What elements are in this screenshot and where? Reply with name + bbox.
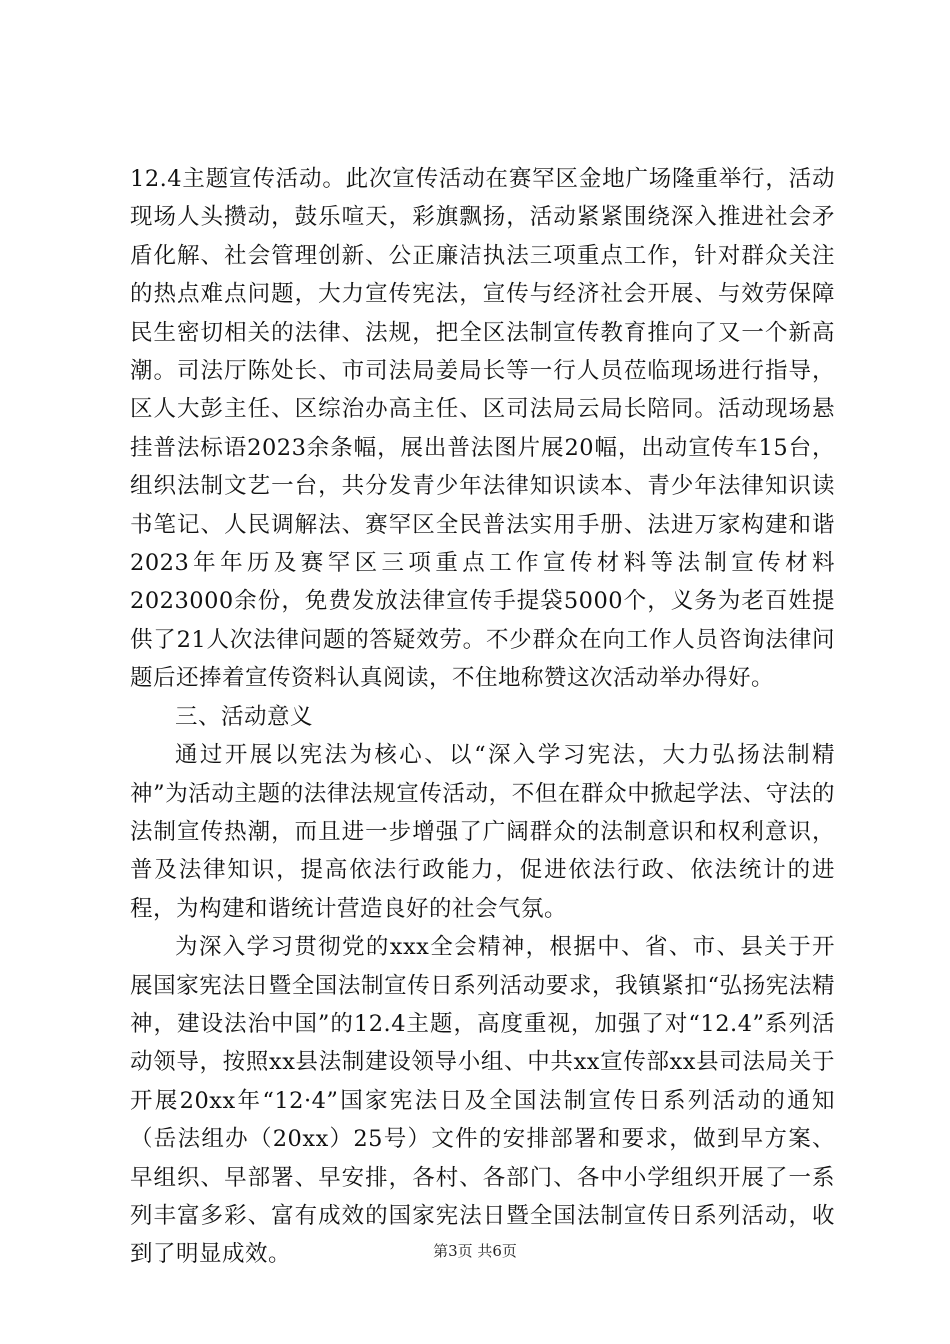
section-heading-significance: 三、活动意义 bbox=[175, 703, 314, 730]
paragraph-significance: 通过开展以宪法为核心、以“深入学习宪法，大力弘扬法制精神”为活动主题的法律法规宣传活动，不但在群众中掀起学法、守法的法制宣传热潮，而且进一步增强了广阔群众的法制意识和权利意识，普及法律知识，提高依法行政能力，促进依法行政、依法统计的进程，为构建和谐统计营造良好的社会气氛。 bbox=[130, 742, 835, 922]
page-footer: 第3页 共6页 bbox=[433, 1242, 517, 1260]
paragraph-town-activities: 为深入学习贯彻党的xxx全会精神，根据中、省、市、县关于开展国家宪法日暨全国法制宣传日系列活动要求，我镇紧扣“弘扬宪法精神，建设法治中国”的12.4主题，高度重视，加强了对“12.4”系列活动领导，按照xx县法制建设领导小组、中共xx宣传部xx县司法局关于开展20xx年“12·4”国家宪法日及全国法制宣传日系列活动的通知（岳法组办（20xx）25号）文件的安排部署和要求，做到早方案、早组织、早部署、早安排，各村、各部门、各中小学组织开展了一系列丰富多彩、富有成效的国家宪法日暨全国法制宣传日系列活动，收到了明显成效。 bbox=[130, 934, 835, 1268]
paragraph-activity-report: 12.4主题宣传活动。此次宣传活动在赛罕区金地广场隆重举行，活动现场人头攒动，鼓乐喧天，彩旗飘扬，活动紧紧围绕深入推进社会矛盾化解、社会管理创新、公正廉洁执法三项重点工作，针对群众关注的热点难点问题，大力宣传宪法，宣传与经济社会开展、与效劳保障民生密切相关的法律、法规，把全区法制宣传教育推向了又一个新高潮。司法厅陈处长、市司法局姜局长等一行人员莅临现场进行指导，区人大彭主任、区综治办高主任、区司法局云局长陪同。活动现场悬挂普法标语2023余条幅，展出普法图片展20幅，出动宣传车15台，组织法制文艺一台，共分发青少年法律知识读本、青少年法律知识读书笔记、人民调解法、赛罕区全民普法实用手册、法进万家构建和谐2023年年历及赛罕区三项重点工作宣传材料等法制宣传材料2023000余份，免费发放法律宣传手提袋5000个，义务为老百姓提供了21人次法律问题的答疑效劳。不少群众在向工作人员咨询法律问题后还捧着宣传资料认真阅读，不住地称赞这次活动举办得好。 bbox=[130, 166, 835, 692]
document-body bbox=[130, 160, 835, 1274]
